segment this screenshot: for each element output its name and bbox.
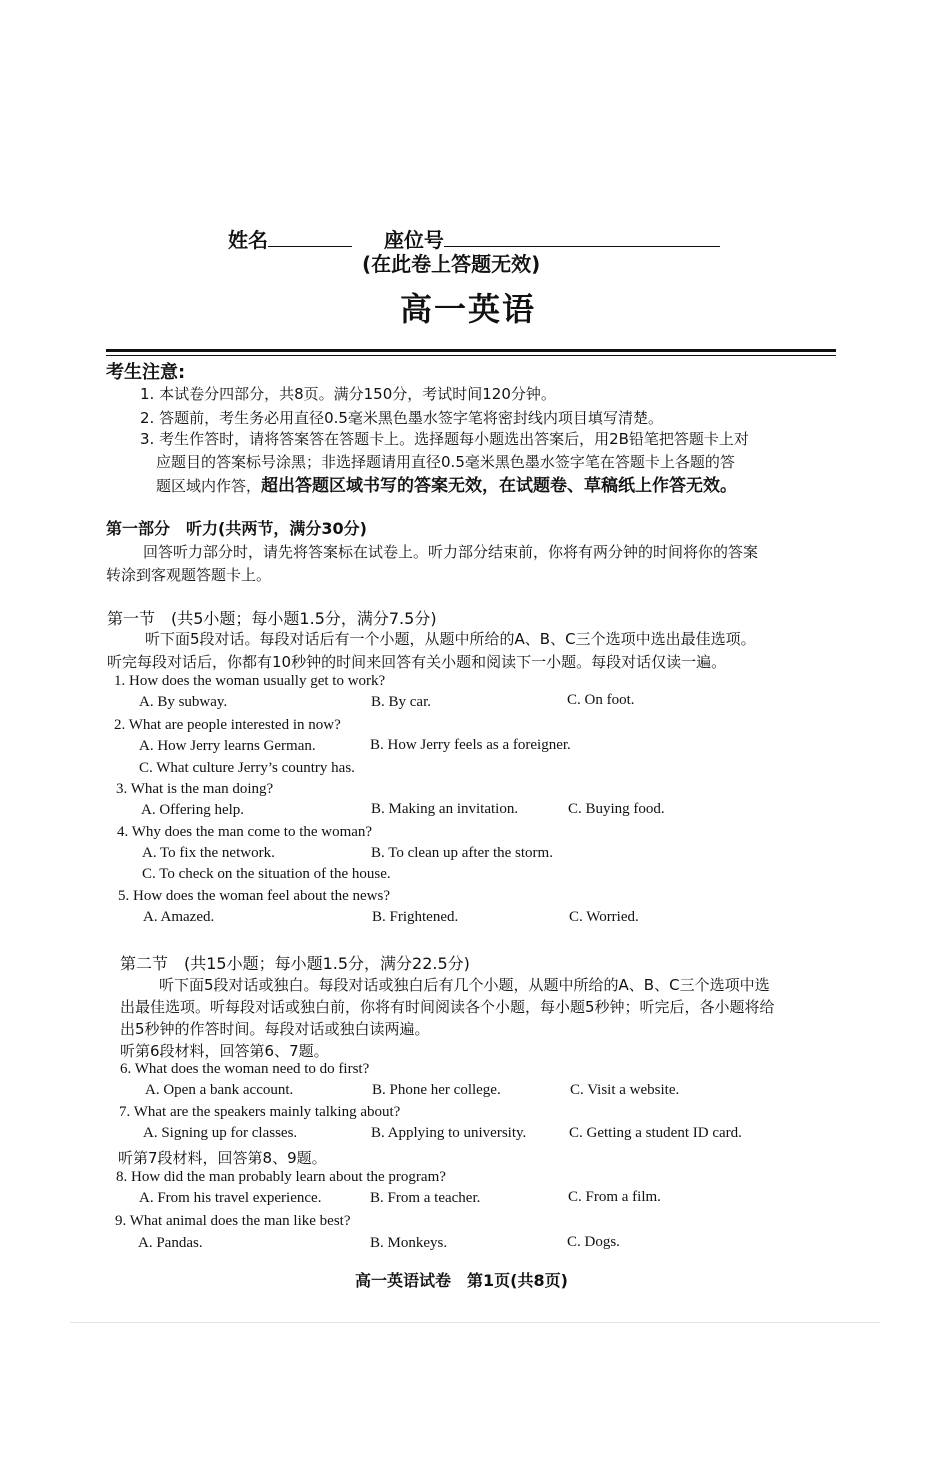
- notice-item-3-end-text: 题区域内作答，: [156, 477, 262, 495]
- option-9c: C. Dogs.: [567, 1234, 620, 1250]
- option-1a: A. By subway.: [139, 694, 228, 710]
- option-4a: A. To fix the network.: [142, 845, 275, 861]
- part1-heading: 第一部分 听力(共两节，满分30分): [106, 519, 367, 538]
- header-rule-thick: [106, 349, 836, 352]
- material-6-heading: 听第6段材料，回答第6、7题。: [120, 1042, 329, 1060]
- section2-intro-line2: 出最佳选项。听每段对话或独白前，你将有时间阅读各个小题，每小题5秒钟；听完后，各小题将给: [120, 998, 775, 1016]
- option-8a: A. From his travel experience.: [139, 1190, 322, 1206]
- page-footer: 高一英语试卷 第1页(共8页): [355, 1271, 568, 1290]
- question-3: 3. What is the man doing?: [116, 781, 274, 797]
- material-7-heading: 听第7段材料，回答第8、9题。: [118, 1149, 327, 1167]
- option-6b: B. Phone her college.: [372, 1082, 501, 1098]
- option-4b: B. To clean up after the storm.: [371, 845, 553, 861]
- question-2: 2. What are people interested in now?: [114, 717, 341, 733]
- option-3a: A. Offering help.: [141, 802, 245, 818]
- option-3b: B. Making an invitation.: [371, 801, 519, 817]
- option-3c: C. Buying food.: [568, 801, 665, 817]
- option-1c: C. On foot.: [567, 692, 635, 708]
- option-2a: A. How Jerry learns German.: [139, 738, 316, 754]
- notice-item-2: 2. 答题前，考生务必用直径0.5毫米黑色墨水签字笔将密封线内项目填写清楚。: [140, 409, 663, 427]
- question-8: 8. How did the man probably learn about the program?: [116, 1169, 446, 1185]
- question-4: 4. Why does the man come to the woman?: [117, 824, 373, 840]
- section1-intro-line1: 听下面5段对话。每段对话后有一个小题，从题中所给的A、B、C三个选项中选出最佳选项。: [145, 630, 756, 648]
- option-6a: A. Open a bank account.: [145, 1082, 294, 1098]
- section1-intro-line2: 听完每段对话后，你都有10秒钟的时间来回答有关小题和阅读下一小题。每段对话仅读一遍。: [107, 653, 727, 671]
- option-8c: C. From a film.: [568, 1189, 661, 1205]
- section1-heading: 第一节 (共5小题；每小题1.5分，满分7.5分): [107, 609, 437, 628]
- option-7c: C. Getting a student ID card.: [569, 1125, 742, 1141]
- page-title: 高一英语: [400, 290, 537, 328]
- header-rule-thin: [106, 355, 836, 356]
- part1-intro-line2: 转涂到客观题答题卡上。: [106, 566, 272, 584]
- option-7a: A. Signing up for classes.: [143, 1125, 298, 1141]
- notice-item-3-end: [156, 471, 737, 496]
- question-9: 9. What animal does the man like best?: [115, 1213, 351, 1229]
- question-1: 1. How does the woman usually get to work?: [114, 673, 386, 689]
- seat-blank: [444, 228, 720, 247]
- question-6: 6. What does the woman need to do first?: [120, 1061, 370, 1077]
- option-6c: C. Visit a website.: [570, 1082, 680, 1098]
- section2-intro-line1: 听下面5段对话或独白。每段对话或独白后有几个小题，从题中所给的A、B、C三个选项中选: [159, 976, 770, 994]
- option-1b: B. By car.: [371, 694, 431, 710]
- part1-intro-line1: 回答听力部分时，请先将答案标在试卷上。听力部分结束前，你将有两分钟的时间将你的答案: [143, 543, 759, 561]
- option-5a: A. Amazed.: [143, 909, 215, 925]
- question-5: 5. How does the woman feel about the news?: [118, 888, 391, 904]
- option-8b: B. From a teacher.: [370, 1190, 481, 1206]
- notice-item-1: 1. 本试卷分四部分，共8页。满分150分，考试时间120分钟。: [140, 385, 556, 403]
- section2-intro-line3: 出5秒钟的作答时间。每段对话或独白读两遍。: [120, 1020, 430, 1038]
- option-2b: B. How Jerry feels as a foreigner.: [370, 737, 571, 753]
- notice-heading: 考生注意:: [106, 362, 186, 383]
- option-9b: B. Monkeys.: [370, 1235, 448, 1251]
- name-label: 姓名: [228, 228, 268, 252]
- option-5c: C. Worried.: [569, 909, 639, 925]
- name-blank: [268, 228, 352, 247]
- section2-heading: 第二节 (共15小题；每小题1.5分，满分22.5分): [120, 954, 470, 973]
- option-9a: A. Pandas.: [138, 1235, 203, 1251]
- notice-item-3-cont: 应题目的答案标号涂黑；非选择题请用直径0.5毫米黑色墨水签字笔在答题卡上各题的答: [156, 453, 735, 471]
- option-4c: C. To check on the situation of the house.: [142, 866, 391, 882]
- seat-label: 座位号: [383, 228, 444, 252]
- notice-emphasis: 超出答题区域书写的答案无效，在试题卷、草稿纸上作答无效。: [261, 476, 738, 496]
- notice-item-3: 3. 考生作答时，请将答案答在答题卡上。选择题每小题选出答案后，用2B铅笔把答题卡上对: [140, 430, 749, 448]
- option-2c: C. What culture Jerry’s country has.: [139, 760, 355, 776]
- option-7b: B. Applying to university.: [371, 1125, 527, 1141]
- question-7: 7. What are the speakers mainly talking about?: [119, 1104, 401, 1120]
- answer-warning: (在此卷上答题无效): [362, 252, 541, 276]
- option-5b: B. Frightened.: [372, 909, 459, 925]
- page-bottom-line: [70, 1322, 880, 1323]
